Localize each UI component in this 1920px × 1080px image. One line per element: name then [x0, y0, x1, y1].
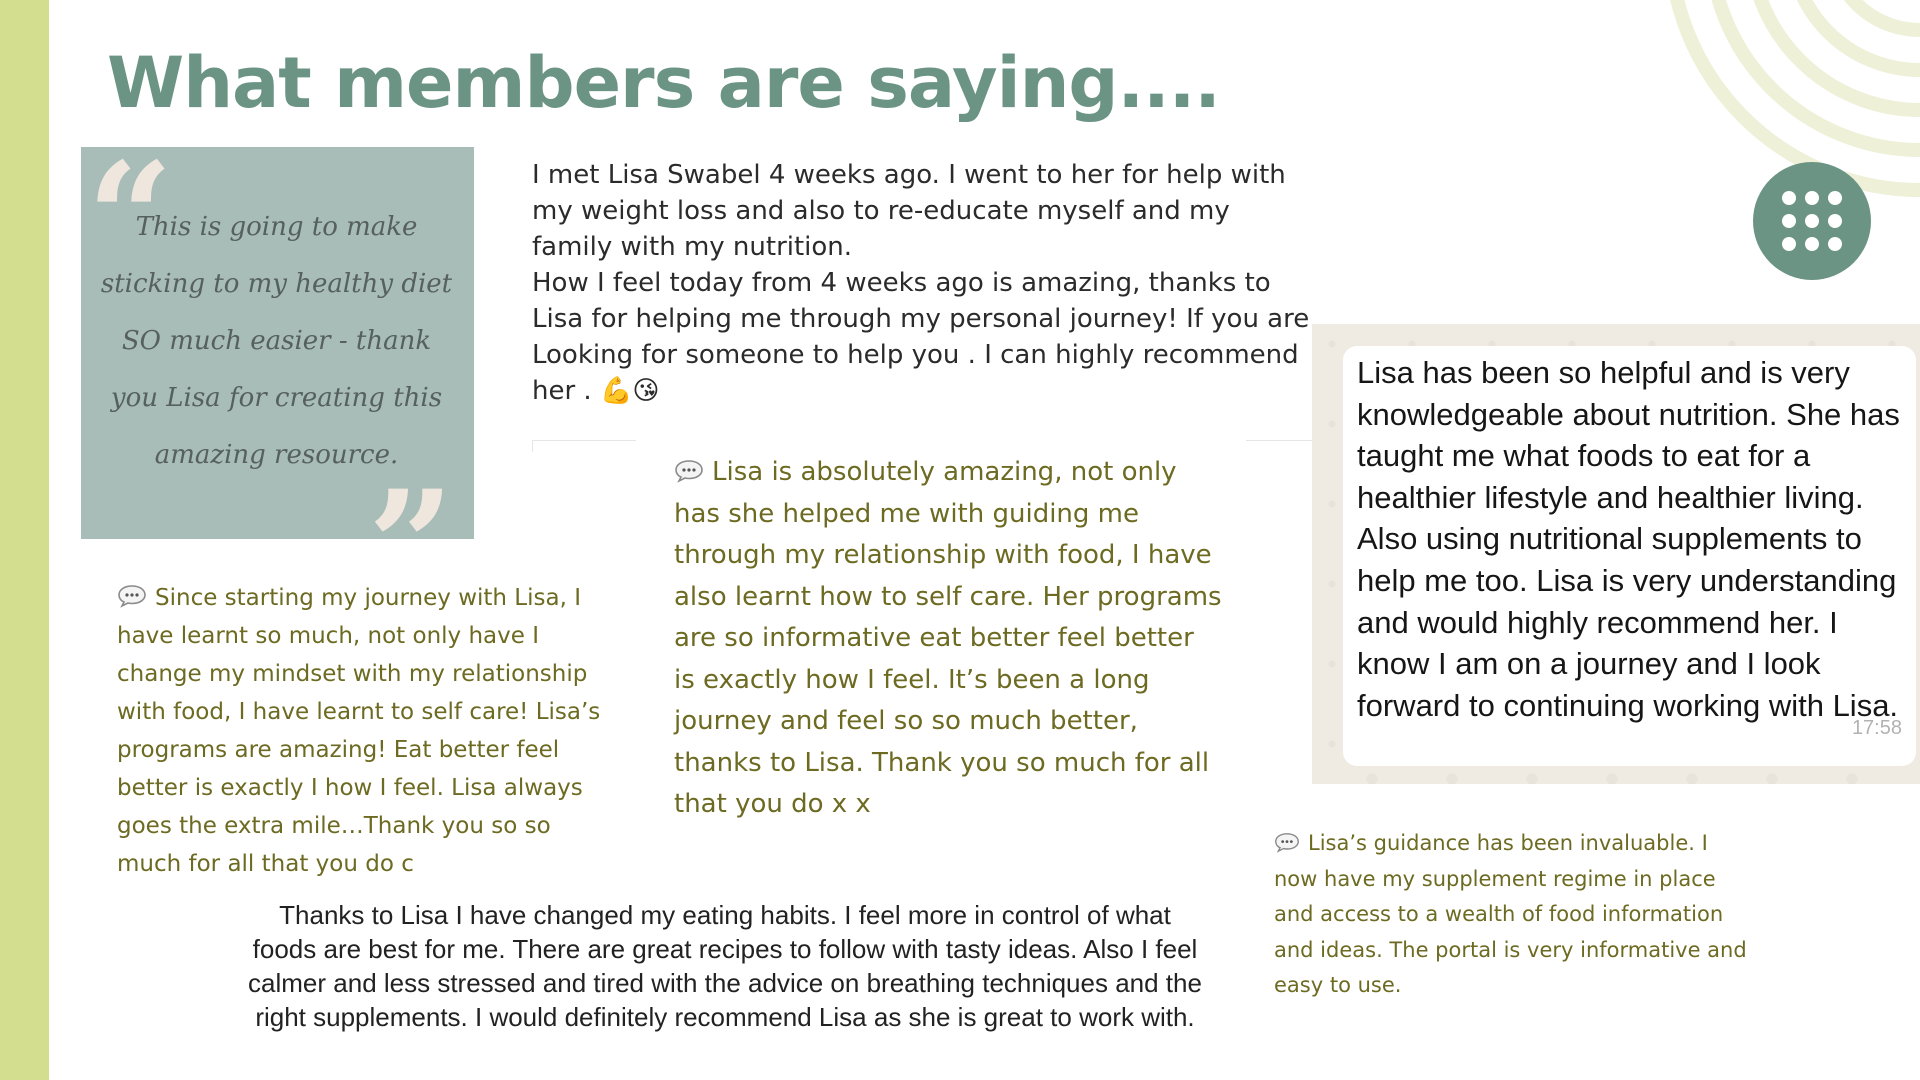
review-left-text: Since starting my journey with Lisa, I have learnt so much, not only have I change my mindset with my relationship with food, I have learnt to self care! Lisa’s programs are amazing! Eat better feel better is exactly I how I feel. Lisa always goes the extra mile…Thank you so so much for all that you do c	[117, 585, 601, 877]
review-left	[117, 579, 607, 883]
speech-bubble-icon	[117, 584, 147, 608]
quote-card	[81, 130, 474, 634]
page-title: What members are saying....	[107, 42, 1220, 124]
close-quote-icon: ”	[367, 458, 454, 634]
speech-bubble-icon	[1274, 832, 1300, 853]
speech-bubble-icon	[674, 459, 704, 483]
left-accent-bar	[0, 0, 49, 1080]
review-right	[1274, 826, 1754, 1004]
dots-grid-icon	[1753, 162, 1871, 280]
review-top-text: I met Lisa Swabel 4 weeks ago. I went to her for help with my weight loss and also to re-educate myself and my family with my nutrition. How I feel today from 4 weeks ago is amazing, thanks to Lisa for helping me through my personal journey! If you are Looking for someone to help you . I can highly recommend her .	[532, 160, 1310, 406]
review-middle	[674, 452, 1222, 826]
chat-message-text: Lisa has been so helpful and is very knowledgeable about nutrition. She has taught me what foods to eat for a healthier lifestyle and healthier living. Also using nutritional supplements to help me too. Lisa is very understanding and would highly recommend her. I know I am on a journey and I look forward to continuing working with Lisa.	[1357, 355, 1900, 723]
divider-right	[1246, 440, 1312, 441]
review-right-text: Lisa’s guidance has been invaluable. I now have my supplement regime in place and access to a wealth of food information and ideas. The portal is very informative and easy to use.	[1274, 831, 1747, 997]
chat-message-bubble	[1343, 346, 1916, 766]
emoji-icon: 💪😘	[599, 376, 660, 406]
review-bottom: Thanks to Lisa I have changed my eating habits. I feel more in control of what foods are best for me. There are great recipes to follow with tasty ideas. Also I feel calmer and less stressed and tired with the advice on breathing techniques and the right supplements. I would definitely recommend Lisa as she is great to work with.	[248, 900, 1202, 1032]
open-quote-icon: “	[87, 130, 174, 306]
divider-left	[532, 440, 636, 441]
review-middle-text: Lisa is absolutely amazing, not only has she helped me with guiding me through my relationship with food, I have also learnt how to self care. Her programs are so informative eat better feel better is exactly how I feel. It’s been a long journey and feel so so much better, thanks to Lisa. Thank you so much for all that you do x x	[674, 457, 1222, 819]
divider-tick	[532, 440, 533, 452]
chat-screenshot	[1312, 324, 1920, 784]
chat-timestamp: 17:58	[1851, 717, 1902, 740]
review-top	[532, 157, 1312, 409]
quote-text: This is going to make sticking to my healthy diet SO much easier - thank you Lisa for creating this amazing resource.	[100, 212, 453, 470]
